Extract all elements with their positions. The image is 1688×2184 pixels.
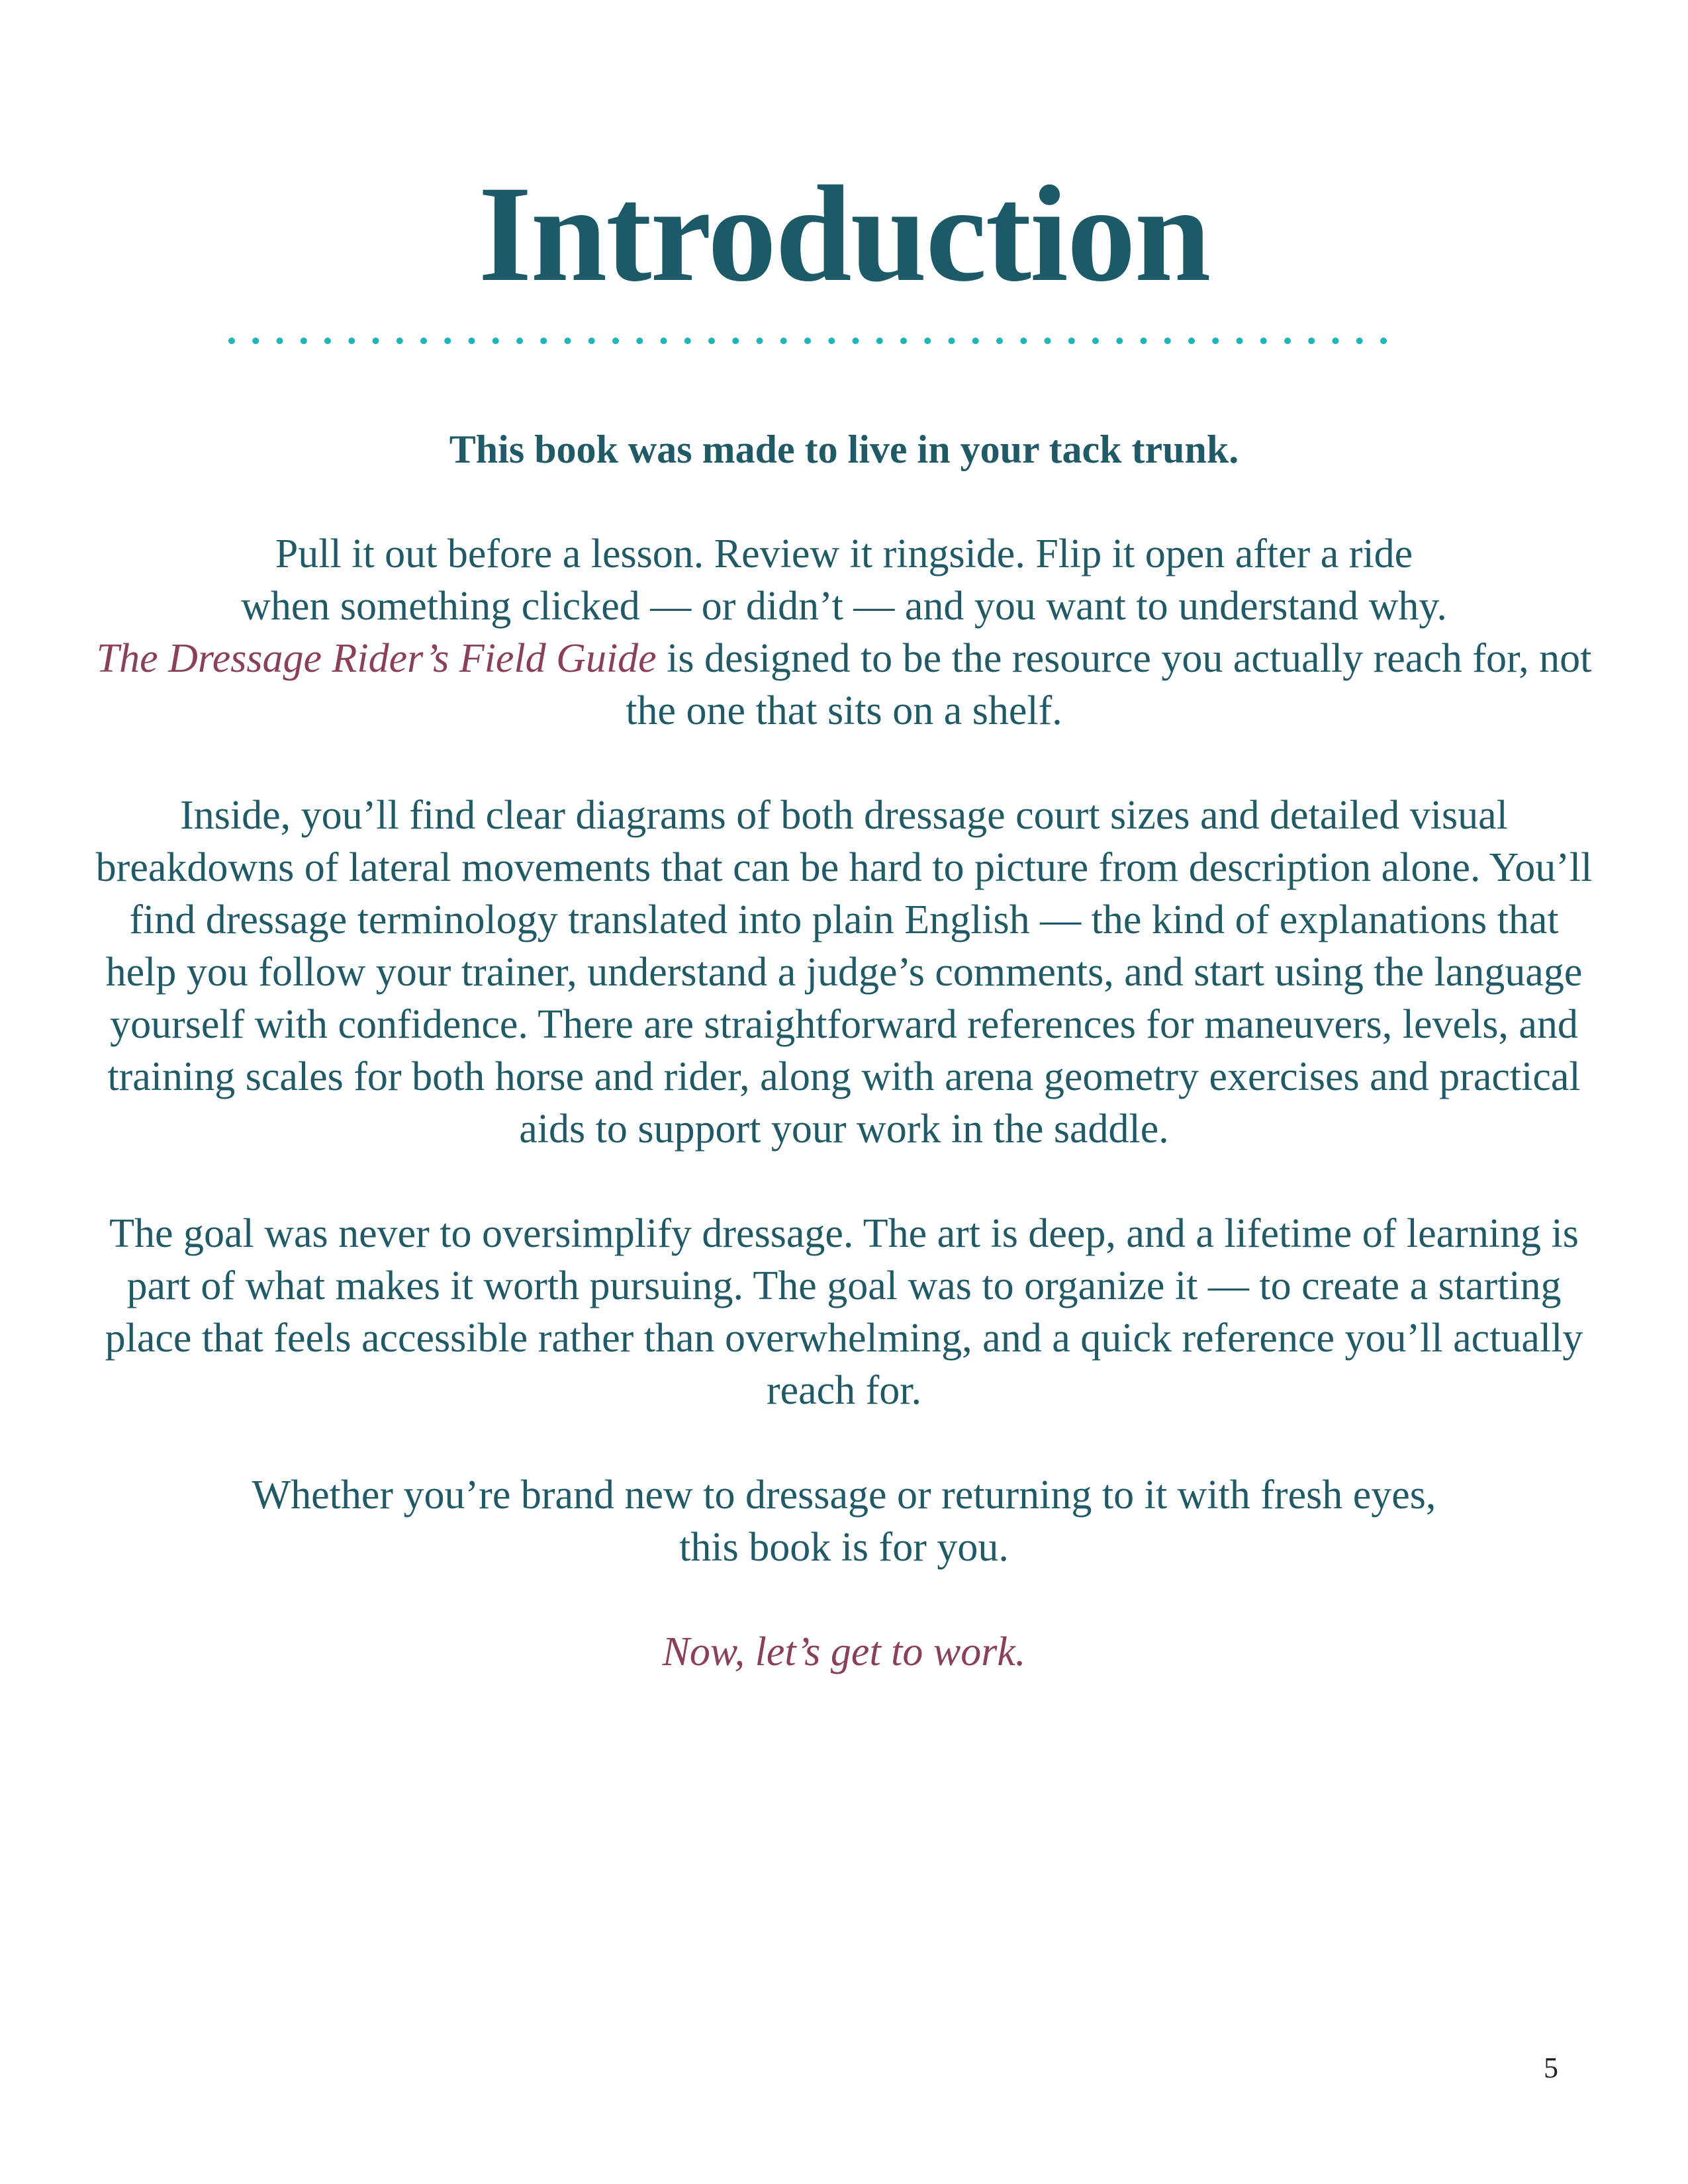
paragraph-4-line-1: Whether you’re brand new to dressage or returning to it with fresh eyes,	[252, 1473, 1436, 1518]
divider-dot	[1141, 338, 1147, 344]
divider-dot	[492, 338, 499, 344]
closing-line: Now, let’s get to work.	[662, 1629, 1026, 1674]
intro-body	[93, 424, 1595, 1731]
paragraph-2: Inside, you’ll find clear diagrams of both dressage court sizes and detailed visual breakdowns of lateral movements that can be hard to picture from description alone. You’ll find dressage terminology translated into plain English — the kind of explanations that help you follow your trainer, understand a judge’s comments, and start using the language yourself with confidence. There are straightforward references for maneuvers, levels, and training scales for both horse and rider, along with arena geometry exercises and practical aids to support your work in the saddle.	[95, 793, 1593, 1152]
divider-dot	[900, 338, 907, 344]
divider-dot	[780, 338, 787, 344]
divider-dot	[469, 338, 475, 344]
divider-dot	[732, 338, 739, 344]
divider-dot	[324, 338, 331, 344]
divider-dot	[853, 338, 859, 344]
page-title: Introduction	[478, 158, 1210, 310]
divider-dot	[636, 338, 643, 344]
divider-dot	[565, 338, 571, 344]
paragraph-3: The goal was never to oversimplify dressage. The art is deep, and a lifetime of learning is part of what makes it worth pursuing. The goal was to organize it — to create a starting place that feels accessible rather than overwhelming, and a quick reference you’ll actually reach for.	[105, 1211, 1583, 1413]
book-title: The Dressage Rider’s Field Guide	[96, 636, 657, 681]
divider-dot	[684, 338, 691, 344]
divider-dot	[1260, 338, 1267, 344]
paragraph-1-line-2: when something clicked — or didn’t — and you want to understand why.	[241, 584, 1447, 629]
divider-dot	[1212, 338, 1219, 344]
divider-dot	[277, 338, 283, 344]
divider-dot	[1380, 338, 1387, 344]
divider-dot	[1045, 338, 1051, 344]
divider-dot	[876, 338, 883, 344]
divider-dot	[612, 338, 619, 344]
paragraph-1	[93, 528, 1595, 737]
divider-dot	[397, 338, 403, 344]
divider-dot	[1356, 338, 1363, 344]
divider-dot	[516, 338, 523, 344]
divider-dot	[1237, 338, 1243, 344]
divider-dot	[1164, 338, 1171, 344]
divider-dot	[1308, 338, 1315, 344]
divider-dot	[1333, 338, 1339, 344]
divider-dot	[949, 338, 955, 344]
divider-dot	[252, 338, 259, 344]
divider-dot	[348, 338, 355, 344]
lead-sentence: This book was made to live in your tack trunk.	[449, 428, 1239, 471]
divider-dot	[804, 338, 811, 344]
divider-dot	[828, 338, 835, 344]
divider-dot	[444, 338, 451, 344]
paragraph-4-line-2: this book is for you.	[679, 1525, 1009, 1570]
divider-dot	[228, 338, 235, 344]
paragraph-1-rest: is designed to be the resource you actually reach for, not the one that sits on a shelf.	[626, 636, 1592, 733]
page-number: 5	[1544, 2052, 1558, 2084]
divider-dot	[996, 338, 1003, 344]
divider-dot	[1284, 338, 1291, 344]
divider-dot	[373, 338, 379, 344]
divider-dot	[540, 338, 547, 344]
divider-dot	[924, 338, 931, 344]
divider-dot	[301, 338, 307, 344]
divider-dot	[1188, 338, 1195, 344]
divider-dot	[420, 338, 427, 344]
divider-dot	[1116, 338, 1123, 344]
paragraph-4	[93, 1469, 1595, 1574]
dotted-divider	[225, 331, 1390, 351]
divider-dot	[708, 338, 715, 344]
divider-dot	[588, 338, 595, 344]
divider-dot	[757, 338, 763, 344]
divider-dot	[1092, 338, 1099, 344]
divider-dot	[972, 338, 979, 344]
divider-dot	[661, 338, 667, 344]
paragraph-1-line-1: Pull it out before a lesson. Review it ringside. Flip it open after a ride	[275, 531, 1413, 576]
divider-dot	[1068, 338, 1075, 344]
divider-dot	[1020, 338, 1027, 344]
